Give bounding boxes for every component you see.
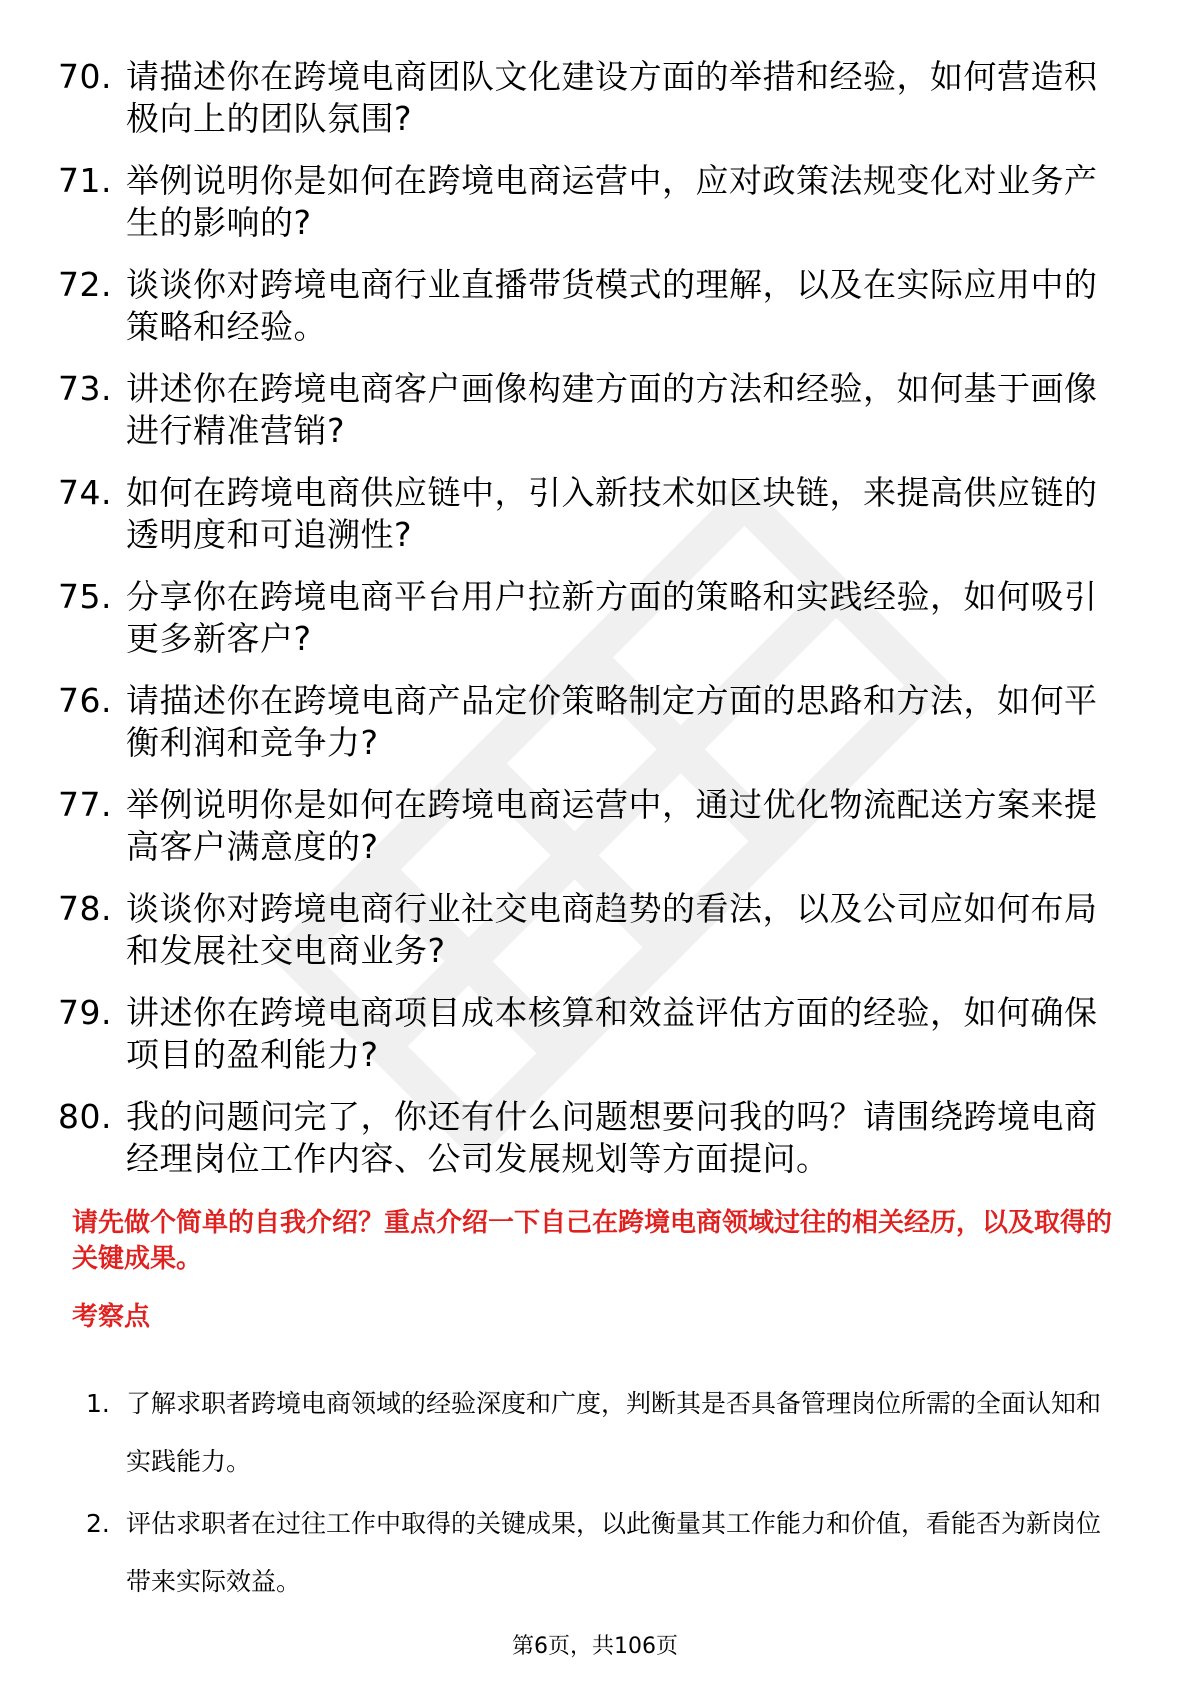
point-number: 2.: [86, 1509, 110, 1538]
question-item: [58, 160, 1118, 244]
point-number: 1.: [86, 1389, 110, 1418]
page-number: 第6页，共106页: [512, 1634, 678, 1659]
question-text: 举例说明你是如何在跨境电商运营中，通过优化物流配送方案来提高客户满意度的?: [126, 785, 1098, 866]
question-text: 请描述你在跨境电商团队文化建设方面的举措和经验，如何营造积极向上的团队氛围?: [126, 57, 1098, 138]
page-footer: [0, 1632, 1190, 1662]
question-text: 如何在跨境电商供应链中，引入新技术如区块链，来提高供应链的透明度和可追溯性?: [126, 473, 1098, 554]
question-number: 80.: [58, 1097, 112, 1136]
assessment-point-list: [80, 1375, 1120, 1615]
question-number: 75.: [58, 577, 112, 616]
question-text: 分享你在跨境电商平台用户拉新方面的策略和实践经验，如何吸引更多新客户?: [126, 577, 1098, 658]
question-item: [58, 1096, 1118, 1180]
question-number: 72.: [58, 265, 112, 304]
question-item: [58, 888, 1118, 972]
question-item: [58, 368, 1118, 452]
point-text: 了解求职者跨境电商领域的经验深度和广度，判断其是否具备管理岗位所需的全面认知和实践能力。: [126, 1389, 1102, 1476]
question-text: 谈谈你对跨境电商行业直播带货模式的理解，以及在实际应用中的策略和经验。: [126, 265, 1098, 346]
question-list: [58, 56, 1118, 1200]
question-number: 74.: [58, 473, 112, 512]
highlight-question: 请先做个简单的自我介绍？重点介绍一下自己在跨境电商领域过往的相关经历，以及取得的关键成果。: [72, 1208, 1113, 1274]
question-item: [58, 472, 1118, 556]
question-item: [58, 992, 1118, 1076]
question-item: [58, 56, 1118, 140]
assessment-point: [80, 1375, 1120, 1491]
section-heading: 考察点: [72, 1302, 151, 1332]
question-item: [58, 576, 1118, 660]
point-text: 评估求职者在过往工作中取得的关键成果，以此衡量其工作能力和价值，看能否为新岗位带来实际效益。: [126, 1509, 1102, 1596]
assessment-point: [80, 1495, 1120, 1611]
question-number: 78.: [58, 889, 112, 928]
question-number: 71.: [58, 161, 112, 200]
question-text: 我的问题问完了，你还有什么问题想要问我的吗？请围绕跨境电商经理岗位工作内容、公司发展规划等方面提问。: [126, 1097, 1098, 1178]
question-text: 讲述你在跨境电商项目成本核算和效益评估方面的经验，如何确保项目的盈利能力?: [126, 993, 1098, 1074]
question-item: [58, 784, 1118, 868]
question-number: 70.: [58, 57, 112, 96]
question-text: 讲述你在跨境电商客户画像构建方面的方法和经验，如何基于画像进行精准营销?: [126, 369, 1098, 450]
question-number: 77.: [58, 785, 112, 824]
question-number: 73.: [58, 369, 112, 408]
question-text: 举例说明你是如何在跨境电商运营中，应对政策法规变化对业务产生的影响的?: [126, 161, 1098, 242]
question-number: 76.: [58, 681, 112, 720]
question-item: [58, 680, 1118, 764]
question-number: 79.: [58, 993, 112, 1032]
question-item: [58, 264, 1118, 348]
question-text: 谈谈你对跨境电商行业社交电商趋势的看法，以及公司应如何布局和发展社交电商业务?: [126, 889, 1098, 970]
question-text: 请描述你在跨境电商产品定价策略制定方面的思路和方法，如何平衡利润和竞争力?: [126, 681, 1098, 762]
